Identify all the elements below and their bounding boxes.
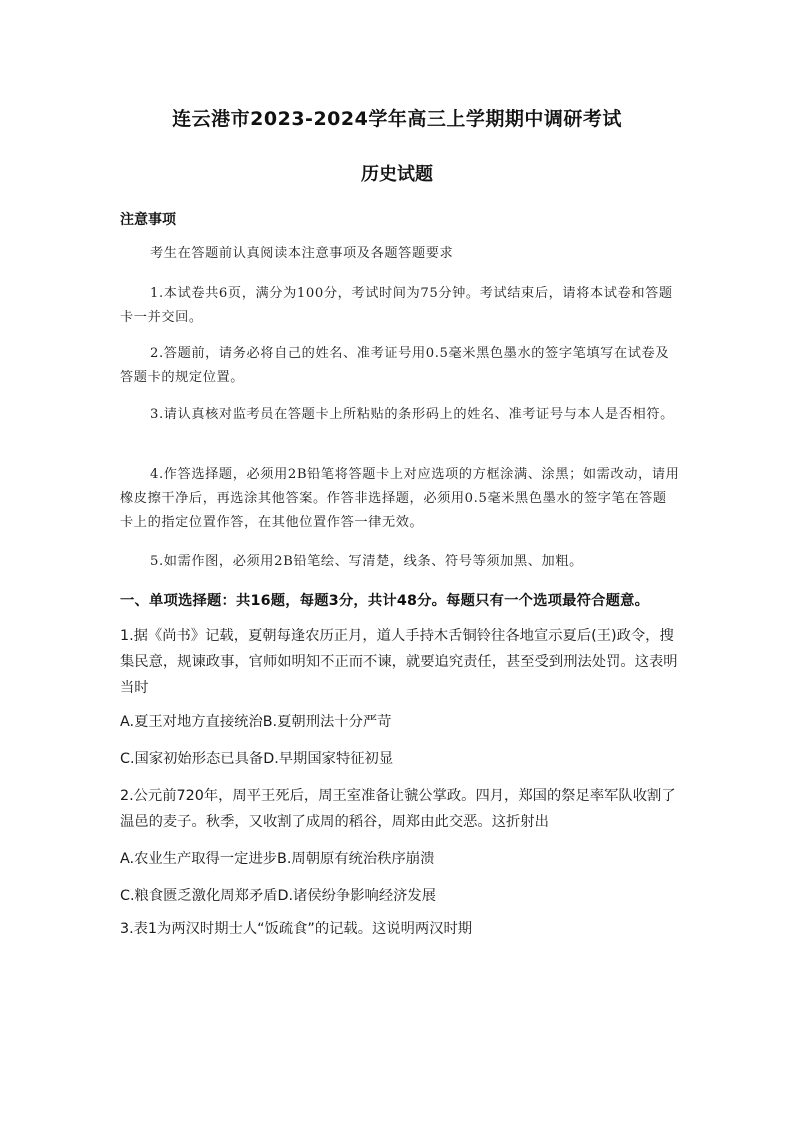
question-1-options-row-1: A.夏王对地方直接统治B.夏朝刑法十分严苛	[120, 714, 392, 730]
question-1-options-row-2: C.国家初始形态已具备D.早期国家特征初显	[120, 751, 394, 767]
question-3-stem: 3.表1为两汉时期士人“饭疏食”的记载。这说明两汉时期	[120, 921, 473, 937]
exam-subtitle: 历史试题	[361, 164, 433, 185]
notice-item-5: 5.如需作图，必须用2B铅笔绘、写清楚，线条、符号等须加黑、加粗。	[150, 554, 583, 569]
exam-title: 连云港市2023-2024学年高三上学期期中调研考试	[172, 108, 622, 130]
notice-item-4: 4.作答选择题，必须用2B铅笔将答题卡上对应选项的方框涂满、涂黑；如需改动，请用橡皮擦干净后，再选涂其他答案。作答非选择题，必须用0.5毫米黑色墨水的签字笔在答题卡上的指定位置作答，在其他位置作答一律无效。	[120, 467, 680, 530]
question-1-stem: 1.据《尚书》记载，夏朝每逢农历正月，道人手持木舌铜铃往各地宣示夏后(王)政令，搜集民意，规谏政事，官师如明知不正而不谏，就要追究责任，甚至受到刑法处罚。这表明当时	[120, 628, 678, 696]
notice-item-1: 1.本试卷共6页，满分为100分，考试时间为75分钟。考试结束后，请将本试卷和答题卡一并交回。	[120, 286, 673, 325]
notice-heading: 注意事项	[120, 212, 176, 228]
question-2-options-row-1: A.农业生产取得一定进步B.周朝原有统治秩序崩溃	[120, 851, 435, 867]
question-2-stem: 2.公元前720年，周平王死后，周王室准备让虢公掌政。四月，郑国的祭足率军队收割了温邑的麦子。秋季，又收割了成周的稻谷，周郑由此交恶。这折射出	[120, 788, 676, 830]
question-2-options-row-2: C.粮食匮乏激化周郑矛盾D.诸侯纷争影响经济发展	[120, 888, 437, 904]
notice-item-2: 2.答题前，请务必将自己的姓名、准考证号用0.5毫米黑色墨水的签字笔填写在试卷及答题卡的规定位置。	[120, 346, 670, 385]
section-heading: 一、单项选择题：共16题，每题3分，共计48分。每题只有一个选项最符合题意。	[120, 593, 650, 609]
notice-intro: 考生在答题前认真阅读本注意事项及各题答题要求	[150, 246, 454, 261]
notice-item-3: 3.请认真核对监考员在答题卡上所粘贴的条形码上的姓名、准考证号与本人是否相符。	[150, 407, 674, 422]
